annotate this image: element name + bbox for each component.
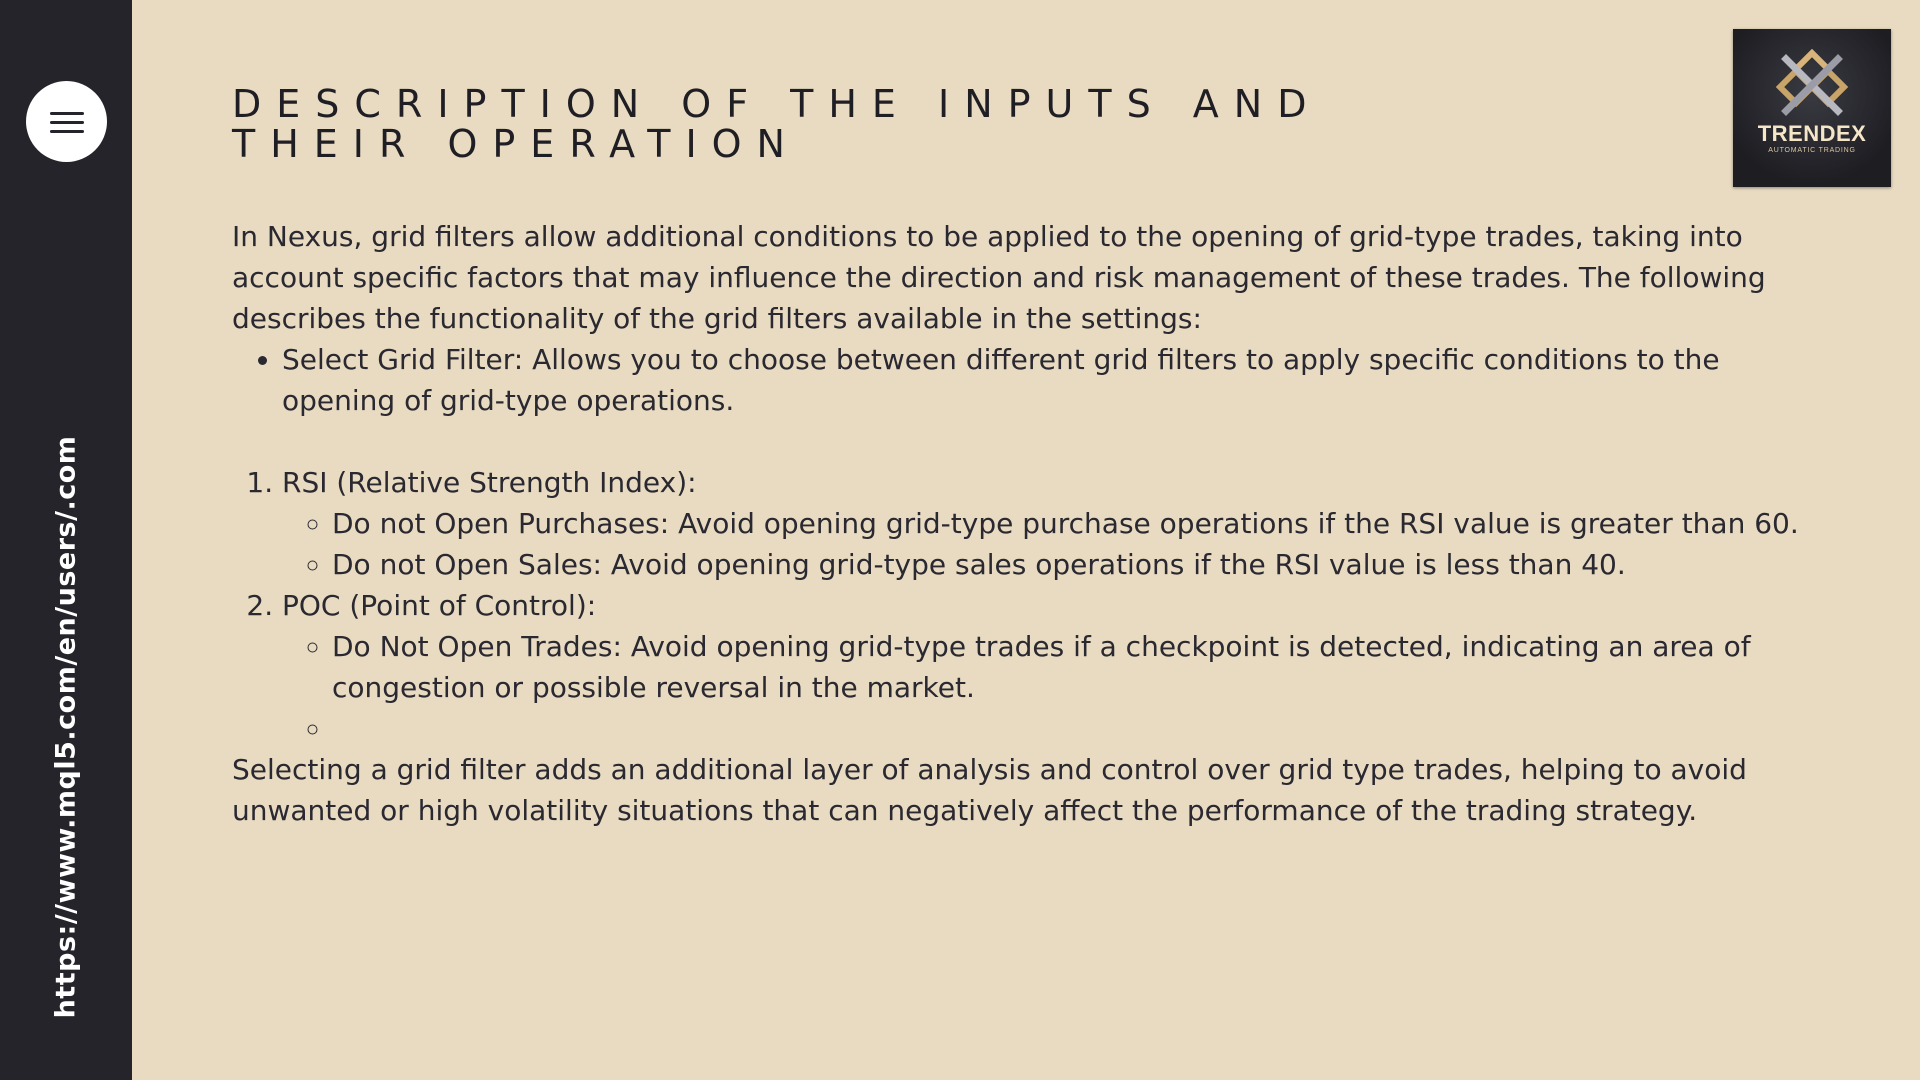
bullet-list bbox=[232, 339, 1832, 421]
filter-label: POC (Point of Control): bbox=[282, 589, 597, 622]
sidebar-url[interactable]: https://www.mql5.com/en/users/.com bbox=[50, 435, 82, 1019]
sub-item: ◦ Do not Open Purchases: Avoid opening grid-type purchase operations if the RSI value is greater than 60. bbox=[332, 503, 1832, 544]
page-title: DESCRIPTION OF THE INPUTS AND THEIR OPERATION bbox=[232, 82, 1322, 166]
sidebar bbox=[0, 0, 132, 1080]
intro-paragraph: In Nexus, grid filters allow additional conditions to be applied to the opening of grid-type trades, taking into account specific factors that may influence the direction and risk management of these trades. The following describes the functionality of the grid filters available in the settings: bbox=[232, 220, 1766, 335]
filter-sublist bbox=[282, 503, 1832, 585]
filter-label: RSI (Relative Strength Index): bbox=[282, 466, 697, 499]
menu-button[interactable] bbox=[26, 81, 107, 162]
filter-item-poc bbox=[282, 585, 1832, 749]
filter-list bbox=[232, 462, 1832, 749]
filter-sublist bbox=[282, 626, 1832, 749]
sub-item-empty bbox=[332, 708, 1832, 749]
logo-name: TRENDEX bbox=[1757, 121, 1867, 146]
hamburger-icon bbox=[50, 110, 84, 134]
conclusion-paragraph: Selecting a grid filter adds an additional layer of analysis and control over grid type trades, helping to avoid unwanted or high volatility situations that can negatively affect the performance of the trading strategy. bbox=[232, 753, 1747, 827]
trendex-logo bbox=[1733, 29, 1891, 187]
filter-item-rsi bbox=[282, 462, 1832, 585]
spacer bbox=[232, 421, 1832, 462]
main-content bbox=[232, 216, 1832, 831]
bullet-item: • Select Grid Filter: Allows you to choose between different grid filters to apply specific conditions to the opening of grid-type operations. bbox=[282, 339, 1832, 421]
logo-tagline: AUTOMATIC TRADING bbox=[1768, 147, 1856, 154]
logo-emblem-icon bbox=[1772, 49, 1852, 121]
sub-item: ◦ Do Not Open Trades: Avoid opening grid-type trades if a checkpoint is detected, indicating an area of congestion or possible reversal in the market. bbox=[332, 626, 1832, 708]
sub-item: ◦ Do not Open Sales: Avoid opening grid-type sales operations if the RSI value is less than 40. bbox=[332, 544, 1832, 585]
